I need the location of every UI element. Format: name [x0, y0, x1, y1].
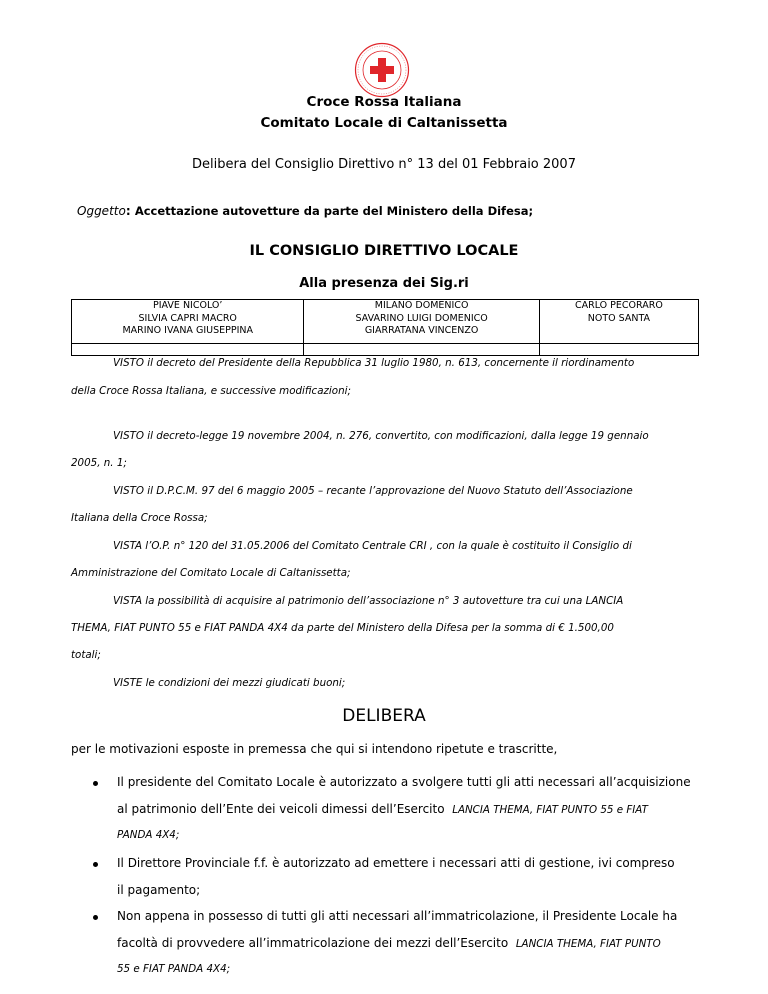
- visto-5-line-1: VISTA la possibilità di acquisire al patrimonio dell’associazione n° 3 autovetture tra cui una LANCIA: [113, 595, 624, 607]
- visto-1-line-1: VISTO il decreto del Presidente della Repubblica 31 luglio 1980, n. 613, concernente il riordinamento: [113, 357, 635, 369]
- bullet-3-line-1: Non appena in possesso di tutti gli atti necessari all’immatricolazione, il Presidente Locale ha: [117, 909, 678, 923]
- visto-6-line-1: VISTE le condizioni dei mezzi giudicati buoni;: [113, 677, 346, 689]
- member-name: GIARRATANA VINCENZO: [364, 325, 479, 336]
- bullet-icon: [93, 781, 98, 786]
- bullet-icon: [93, 862, 98, 867]
- visto-4-line-1: VISTA l’O.P. n° 120 del 31.05.2006 del Comitato Centrale CRI , con la quale è costituito il Consiglio di: [113, 540, 632, 552]
- member-name: NOTO SANTA: [587, 312, 651, 324]
- red-cross-seal-logo: [354, 42, 410, 98]
- members-column-1: [72, 300, 304, 344]
- bullet-3-line-2: facoltà di provvedere all’immatricolazione dei mezzi dell’Esercito LANCIA THEMA, FIAT PUNTO: [117, 936, 661, 950]
- org-committee: Comitato Locale di Caltanissetta: [260, 115, 508, 131]
- members-table: [71, 299, 699, 356]
- visto-2-line-2: 2005, n. 1;: [71, 457, 127, 469]
- bullet-1-line-1: Il presidente del Comitato Locale è autorizzato a svolgere tutti gli atti necessari all’acquisizione: [117, 775, 691, 789]
- premessa: per le motivazioni esposte in premessa che qui si intendono ripetute e trascritte,: [71, 742, 558, 756]
- delibera-title: DELIBERA: [342, 706, 426, 726]
- delibera-reference: Delibera del Consiglio Direttivo n° 13 del 01 Febbraio 2007: [192, 157, 576, 172]
- visto-2-line-1: VISTO il decreto-legge 19 novembre 2004, n. 276, convertito, con modificazioni, dalla legge 19 gennaio: [113, 430, 649, 442]
- council-title: IL CONSIGLIO DIRETTIVO LOCALE: [249, 243, 519, 259]
- oggetto-text: Accettazione autovetture da parte del Ministero della Difesa;: [134, 204, 534, 218]
- member-name: PIAVE NICOLO’: [153, 300, 223, 311]
- member-name: SAVARINO LUIGI DOMENICO: [355, 312, 488, 324]
- bullet-3-line-3: 55 e FIAT PANDA 4X4;: [117, 963, 231, 975]
- visto-4-line-2: Amministrazione del Comitato Locale di Caltanissetta;: [71, 567, 351, 579]
- oggetto-label: Oggetto: [77, 204, 126, 218]
- visto-3-line-1: VISTO il D.P.C.M. 97 del 6 maggio 2005 – recante l’approvazione del Nuovo Statuto dell’Associazione: [113, 485, 633, 497]
- bullet-1-line-2: al patrimonio dell’Ente dei veicoli dimessi dell’Esercito LANCIA THEMA, FIAT PUNTO 55 e FIAT: [117, 802, 648, 816]
- bullet-icon: [93, 915, 98, 920]
- visto-1-line-2: della Croce Rossa Italiana, e successive modificazioni;: [71, 385, 351, 397]
- bullet-2-line-1: Il Direttore Provinciale f.f. è autorizzato ad emettere i necessari atti di gestione, ivi compreso: [117, 856, 675, 870]
- member-name: MILANO DOMENICO: [374, 300, 469, 311]
- presence-heading: Alla presenza dei Sig.ri: [299, 276, 469, 291]
- visto-5-line-2: THEMA, FIAT PUNTO 55 e FIAT PANDA 4X4 da parte del Ministero della Difesa per la somma di € 1.500,00: [71, 622, 614, 634]
- member-name: CARLO PECORARO: [574, 300, 663, 311]
- member-name: MARINO IVANA GIUSEPPINA: [122, 325, 253, 336]
- org-name: Croce Rossa Italiana: [306, 94, 462, 110]
- visto-3-line-2: Italiana della Croce Rossa;: [71, 512, 208, 524]
- visto-5-line-3: totali;: [71, 649, 101, 661]
- bullet-1-line-3: PANDA 4X4;: [117, 829, 180, 841]
- members-column-3: [539, 300, 698, 344]
- bullet-2-line-2: il pagamento;: [117, 883, 201, 897]
- member-name: SILVIA CAPRI MACRO: [138, 312, 237, 324]
- oggetto: Oggetto: Accettazione autovetture da parte del Ministero della Difesa;: [77, 204, 534, 218]
- members-column-2: [304, 300, 539, 344]
